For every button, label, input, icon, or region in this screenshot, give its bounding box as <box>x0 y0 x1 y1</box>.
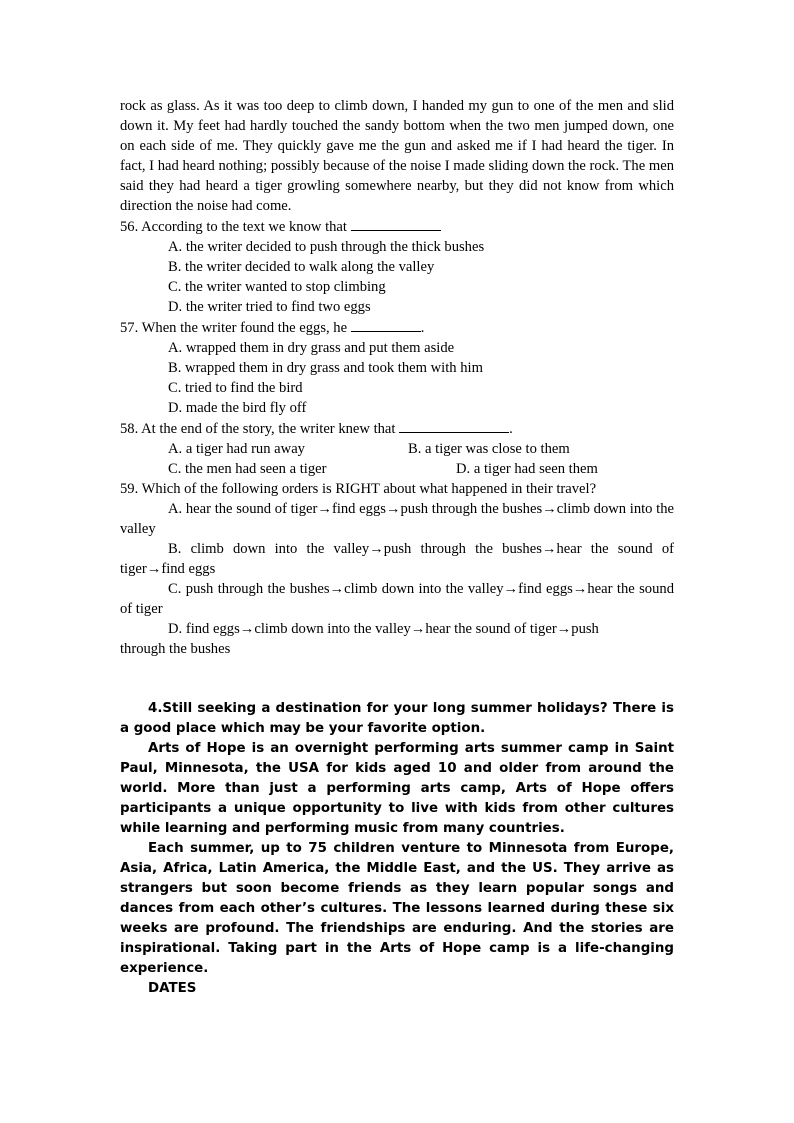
option-a: A. the writer decided to push through the thick bushes <box>168 239 485 255</box>
options-row-ab <box>168 439 674 459</box>
passage-paragraph-2: Arts of Hope is an overnight performing arts summer camp in Saint Paul, Minnesota, the USA for kids aged 10 and older from around the world. More than just a performing arts camp, Arts of Hope offers participants a unique opportunity to live with kids from other cultures while learning and performing music from many countries. <box>120 741 674 836</box>
question-58 <box>120 418 674 479</box>
option-b: B. wrapped them in dry grass and took them with him <box>168 360 483 376</box>
option-a: A. a tiger had run away <box>168 441 305 457</box>
option-c: C. tried to find the bird <box>168 380 303 396</box>
question-56 <box>120 216 674 317</box>
option-a: A. wrapped them in dry grass and put them aside <box>168 340 455 356</box>
answer-blank[interactable] <box>399 418 509 433</box>
question-59 <box>120 479 674 659</box>
option-b: B. a tiger was close to them <box>408 441 570 457</box>
options-row-cd <box>168 459 674 479</box>
option-d: D. made the bird fly off <box>168 400 307 416</box>
passage-paragraph-3: Each summer, up to 75 children venture to Minnesota from Europe, Asia, Africa, Latin America, the Middle East, and the US. They arrive as strangers but soon become friends as they learn popular songs and dances from each other’s cultures. The lessons learned during these six weeks are profound. The friendships are enduring. And the stories are inspirational. Taking part in the Arts of Hope camp is a life-changing experience. <box>120 841 674 976</box>
option-d: D. a tiger had seen them <box>456 461 598 477</box>
option-c: C. the writer wanted to stop climbing <box>168 279 386 295</box>
question-stem: 58. At the end of the story, the writer knew that . <box>120 418 674 439</box>
answer-blank[interactable] <box>351 216 441 231</box>
option-c: C. the men had seen a tiger <box>168 461 327 477</box>
question-stem: 56. According to the text we know that <box>120 216 674 237</box>
reading-section <box>120 96 674 659</box>
option-d: D. find eggs→climb down into the valley→hear the sound of tiger→push through the bushes <box>120 621 599 657</box>
dates-heading: DATES <box>148 981 197 996</box>
answer-blank[interactable] <box>351 317 421 332</box>
option-c: C. push through the bushes→climb down into the valley→find eggs→hear the sound of tiger <box>120 581 674 617</box>
question-stem: 59. Which of the following orders is RIGHT about what happened in their travel? <box>120 481 597 497</box>
option-a: A. hear the sound of tiger→find eggs→push through the bushes→climb down into the valley <box>120 501 674 537</box>
passage-paragraph-1: 4.Still seeking a destination for your long summer holidays? There is a good place which may be your favorite option. <box>120 701 674 736</box>
passage-4 <box>120 699 674 999</box>
option-b: B. climb down into the valley→push through the bushes→hear the sound of tiger→find eggs <box>120 541 674 577</box>
document-page <box>120 96 674 999</box>
intro-paragraph: rock as glass. As it was too deep to climb down, I handed my gun to one of the men and slid down it. My feet had hardly touched the sandy bottom when the two men jumped down, one on each side of me. They quickly gave me the gun and asked me if I had heard the tiger. In fact, I had heard nothing; possibly because of the noise I made sliding down the rock. The men said they had heard a tiger growling somewhere nearby, but they did not know from which direction the noise had come. <box>120 98 674 214</box>
question-stem: 57. When the writer found the eggs, he . <box>120 317 674 338</box>
question-57 <box>120 317 674 418</box>
option-d: D. the writer tried to find two eggs <box>168 299 371 315</box>
option-b: B. the writer decided to walk along the valley <box>168 259 435 275</box>
